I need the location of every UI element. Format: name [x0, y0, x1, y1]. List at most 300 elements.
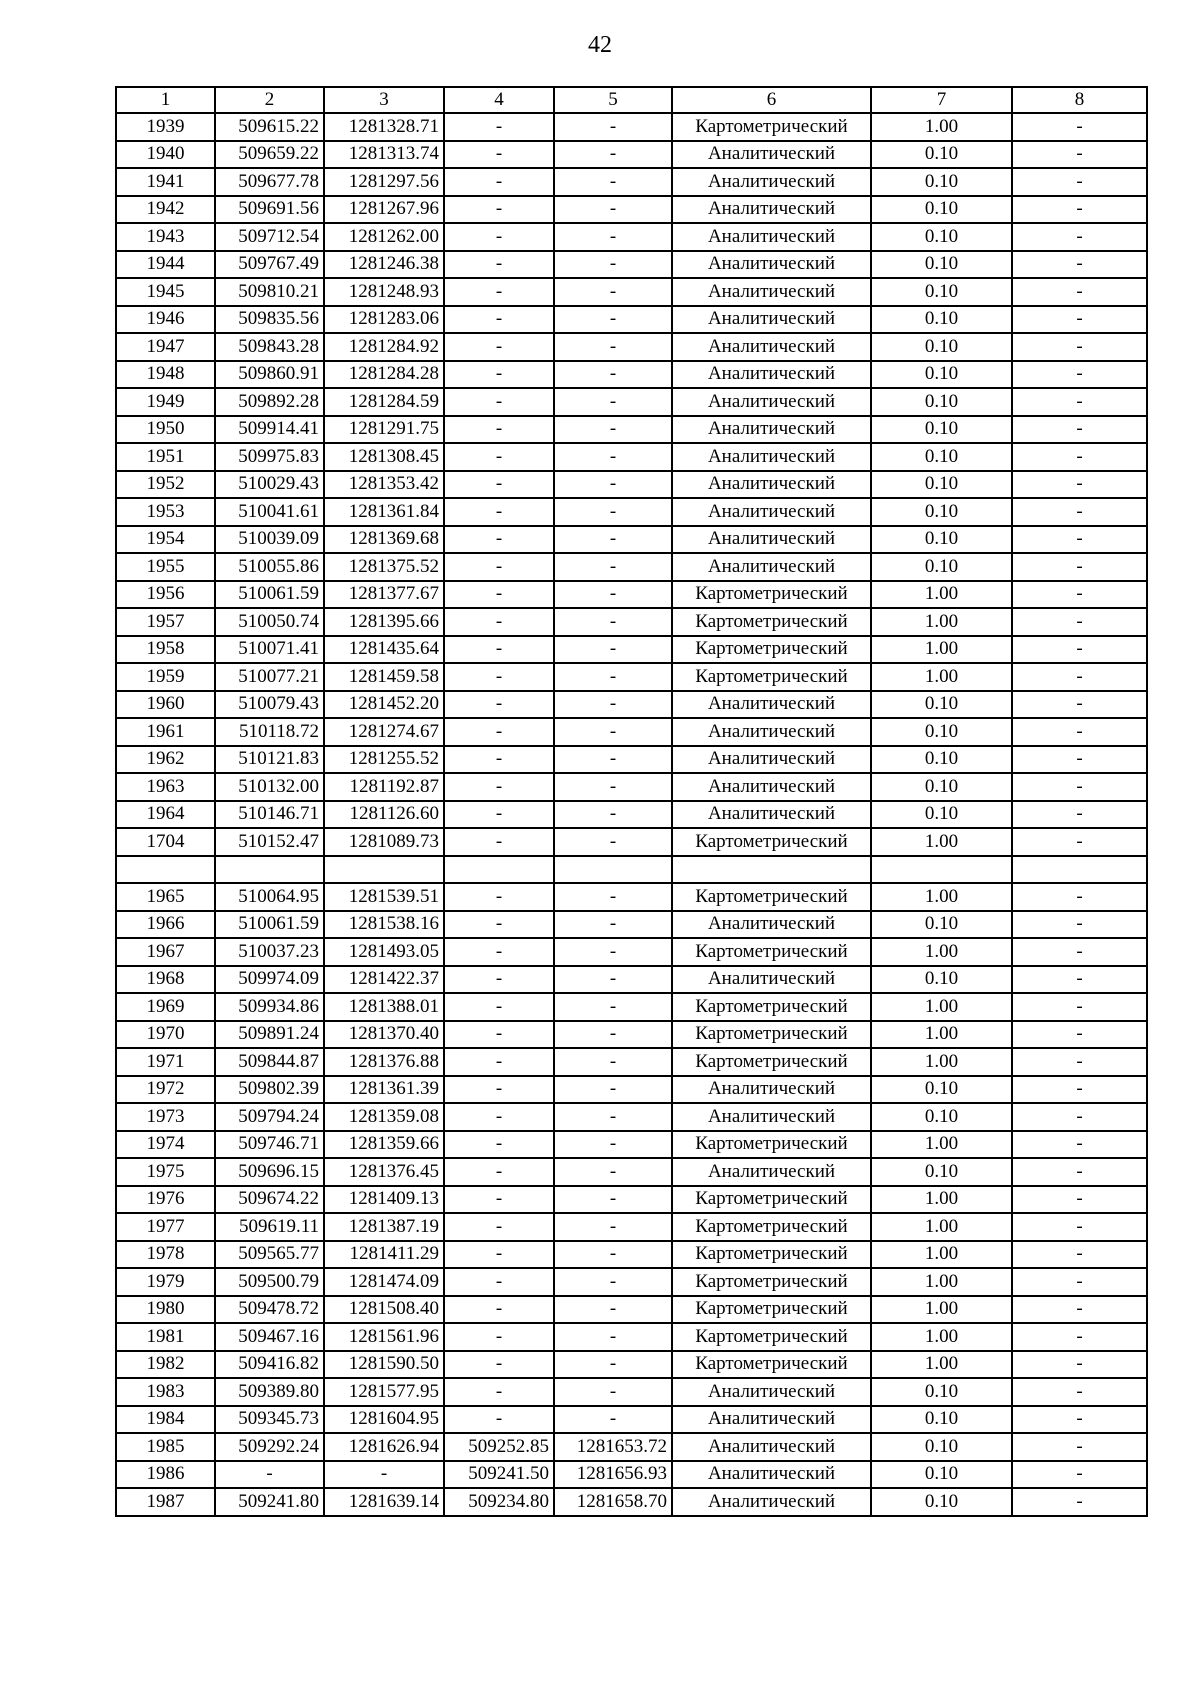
point-number-cell: 1979 — [116, 1268, 215, 1296]
x-new-cell: - — [444, 1268, 554, 1296]
y-new-cell: - — [554, 278, 672, 306]
table-row — [116, 1213, 1147, 1241]
y-new-cell: - — [554, 1158, 672, 1186]
table-row — [116, 251, 1147, 279]
x-new-cell: - — [444, 1021, 554, 1049]
y-new-cell: - — [554, 1268, 672, 1296]
note-cell: - — [1012, 526, 1147, 554]
point-number-cell: 1971 — [116, 1048, 215, 1076]
table-row — [116, 993, 1147, 1021]
table-row — [116, 223, 1147, 251]
x-new-cell: - — [444, 333, 554, 361]
x-coordinate-cell: 509835.56 — [215, 306, 324, 334]
table-row — [116, 333, 1147, 361]
y-new-cell: - — [554, 773, 672, 801]
accuracy-cell: 0.10 — [871, 361, 1012, 389]
note-cell: - — [1012, 498, 1147, 526]
y-new-cell: - — [554, 746, 672, 774]
table-row — [116, 416, 1147, 444]
accuracy-cell: 1.00 — [871, 663, 1012, 691]
point-number-cell: 1954 — [116, 526, 215, 554]
x-coordinate-cell: 509844.87 — [215, 1048, 324, 1076]
accuracy-cell: 1.00 — [871, 113, 1012, 141]
accuracy-cell: 0.10 — [871, 1406, 1012, 1434]
y-new-cell: - — [554, 333, 672, 361]
table-row — [116, 526, 1147, 554]
x-new-cell: - — [444, 938, 554, 966]
x-coordinate-cell: 509467.16 — [215, 1323, 324, 1351]
x-coordinate-cell: 509767.49 — [215, 251, 324, 279]
x-coordinate-cell: 510029.43 — [215, 471, 324, 499]
x-new-cell: 509252.85 — [444, 1433, 554, 1461]
y-new-cell: - — [554, 306, 672, 334]
accuracy-cell: 1.00 — [871, 993, 1012, 1021]
y-coordinate-cell: 1281283.06 — [324, 306, 444, 334]
method-cell: Картометрический — [672, 1213, 871, 1241]
y-coordinate-cell: 1281459.58 — [324, 663, 444, 691]
y-coordinate-cell: 1281255.52 — [324, 746, 444, 774]
y-new-cell: - — [554, 636, 672, 664]
x-new-cell: - — [444, 1158, 554, 1186]
x-coordinate-cell: 509292.24 — [215, 1433, 324, 1461]
point-number-cell: 1959 — [116, 663, 215, 691]
method-cell: Аналитический — [672, 168, 871, 196]
point-number-cell: 1968 — [116, 966, 215, 994]
method-cell: Картометрический — [672, 608, 871, 636]
x-coordinate-cell: 510041.61 — [215, 498, 324, 526]
point-number-cell: 1977 — [116, 1213, 215, 1241]
method-cell: Картометрический — [672, 113, 871, 141]
point-number-cell: 1985 — [116, 1433, 215, 1461]
table-row — [116, 773, 1147, 801]
x-new-cell: - — [444, 608, 554, 636]
note-cell: - — [1012, 1131, 1147, 1159]
method-cell: Аналитический — [672, 746, 871, 774]
note-cell: - — [1012, 938, 1147, 966]
page-number: 42 — [588, 32, 612, 58]
accuracy-cell: 1.00 — [871, 883, 1012, 911]
accuracy-cell: 0.10 — [871, 1488, 1012, 1516]
x-coordinate-cell: 509892.28 — [215, 388, 324, 416]
y-new-cell: 1281656.93 — [554, 1461, 672, 1489]
table-row — [116, 883, 1147, 911]
method-cell: Аналитический — [672, 1406, 871, 1434]
y-coordinate-cell: 1281313.74 — [324, 141, 444, 169]
y-coordinate-cell: 1281359.08 — [324, 1103, 444, 1131]
table-row — [116, 1461, 1147, 1489]
x-coordinate-cell: 510118.72 — [215, 718, 324, 746]
accuracy-cell: 0.10 — [871, 911, 1012, 939]
header-cell-7: 7 — [871, 87, 1012, 113]
y-new-cell: - — [554, 361, 672, 389]
note-cell: - — [1012, 278, 1147, 306]
note-cell: - — [1012, 1213, 1147, 1241]
method-cell: Аналитический — [672, 1158, 871, 1186]
x-new-cell: - — [444, 416, 554, 444]
method-cell: Аналитический — [672, 1076, 871, 1104]
x-coordinate-cell: 509565.77 — [215, 1241, 324, 1269]
y-new-cell: - — [554, 1378, 672, 1406]
point-number-cell: 1986 — [116, 1461, 215, 1489]
x-new-cell: - — [444, 663, 554, 691]
table-row — [116, 141, 1147, 169]
y-coordinate-cell: 1281369.68 — [324, 526, 444, 554]
method-cell: Аналитический — [672, 1433, 871, 1461]
point-number-cell: 1975 — [116, 1158, 215, 1186]
note-cell: - — [1012, 553, 1147, 581]
y-new-cell: - — [554, 526, 672, 554]
y-new-cell: - — [554, 1351, 672, 1379]
table-row — [116, 361, 1147, 389]
header-cell-8: 8 — [1012, 87, 1147, 113]
y-coordinate-cell: 1281376.88 — [324, 1048, 444, 1076]
x-new-cell: - — [444, 141, 554, 169]
point-number-cell: 1961 — [116, 718, 215, 746]
x-coordinate-cell: 509500.79 — [215, 1268, 324, 1296]
x-coordinate-cell: 509691.56 — [215, 196, 324, 224]
y-coordinate-cell: 1281411.29 — [324, 1241, 444, 1269]
x-coordinate-cell: 509241.80 — [215, 1488, 324, 1516]
accuracy-cell: 1.00 — [871, 1213, 1012, 1241]
y-coordinate-cell: 1281284.92 — [324, 333, 444, 361]
y-coordinate-cell: 1281626.94 — [324, 1433, 444, 1461]
table-row — [116, 113, 1147, 141]
note-cell: - — [1012, 141, 1147, 169]
point-number-cell: 1951 — [116, 443, 215, 471]
note-cell: - — [1012, 1351, 1147, 1379]
x-new-cell: - — [444, 966, 554, 994]
header-cell-4: 4 — [444, 87, 554, 113]
point-number-cell: 1987 — [116, 1488, 215, 1516]
note-cell: - — [1012, 718, 1147, 746]
note-cell: - — [1012, 471, 1147, 499]
point-number-cell: 1984 — [116, 1406, 215, 1434]
y-coordinate-cell: 1281284.59 — [324, 388, 444, 416]
accuracy-cell: 0.10 — [871, 1461, 1012, 1489]
y-coordinate-cell: 1281308.45 — [324, 443, 444, 471]
note-cell: - — [1012, 1186, 1147, 1214]
y-coordinate-cell: 1281409.13 — [324, 1186, 444, 1214]
y-coordinate-cell: - — [324, 1461, 444, 1489]
note-cell: - — [1012, 1103, 1147, 1131]
point-number-cell: 1946 — [116, 306, 215, 334]
point-number-cell: 1966 — [116, 911, 215, 939]
method-cell: Картометрический — [672, 1186, 871, 1214]
y-coordinate-cell: 1281604.95 — [324, 1406, 444, 1434]
x-coordinate-cell: - — [215, 1461, 324, 1489]
x-new-cell: - — [444, 1406, 554, 1434]
method-cell: Аналитический — [672, 911, 871, 939]
method-cell: Аналитический — [672, 223, 871, 251]
note-cell: - — [1012, 1268, 1147, 1296]
y-coordinate-cell: 1281361.39 — [324, 1076, 444, 1104]
point-number-cell: 1942 — [116, 196, 215, 224]
x-coordinate-cell — [215, 856, 324, 884]
y-coordinate-cell: 1281577.95 — [324, 1378, 444, 1406]
point-number-cell: 1947 — [116, 333, 215, 361]
y-new-cell: - — [554, 443, 672, 471]
table-row — [116, 1076, 1147, 1104]
y-coordinate-cell: 1281590.50 — [324, 1351, 444, 1379]
y-new-cell: - — [554, 1323, 672, 1351]
y-new-cell: - — [554, 608, 672, 636]
y-coordinate-cell: 1281435.64 — [324, 636, 444, 664]
point-number-cell: 1969 — [116, 993, 215, 1021]
y-coordinate-cell: 1281089.73 — [324, 828, 444, 856]
y-coordinate-cell: 1281328.71 — [324, 113, 444, 141]
accuracy-cell: 1.00 — [871, 1296, 1012, 1324]
point-number-cell: 1939 — [116, 113, 215, 141]
x-coordinate-cell: 509975.83 — [215, 443, 324, 471]
x-coordinate-cell: 510050.74 — [215, 608, 324, 636]
x-new-cell: - — [444, 306, 554, 334]
x-new-cell: - — [444, 498, 554, 526]
coordinates-table — [115, 86, 1148, 1517]
table-row — [116, 691, 1147, 719]
method-cell: Аналитический — [672, 498, 871, 526]
method-cell: Аналитический — [672, 966, 871, 994]
y-new-cell: - — [554, 388, 672, 416]
method-cell: Картометрический — [672, 1241, 871, 1269]
table-row — [116, 1186, 1147, 1214]
note-cell: - — [1012, 636, 1147, 664]
table-row — [116, 1158, 1147, 1186]
y-new-cell: - — [554, 883, 672, 911]
note-cell: - — [1012, 251, 1147, 279]
method-cell: Аналитический — [672, 333, 871, 361]
y-new-cell: - — [554, 553, 672, 581]
x-new-cell: - — [444, 1296, 554, 1324]
y-coordinate-cell: 1281353.42 — [324, 471, 444, 499]
x-coordinate-cell: 509914.41 — [215, 416, 324, 444]
method-cell: Картометрический — [672, 938, 871, 966]
note-cell: - — [1012, 361, 1147, 389]
accuracy-cell: 0.10 — [871, 306, 1012, 334]
point-number-cell: 1704 — [116, 828, 215, 856]
table-row — [116, 471, 1147, 499]
table-row — [116, 1433, 1147, 1461]
note-cell: - — [1012, 691, 1147, 719]
point-number-cell: 1958 — [116, 636, 215, 664]
note-cell — [1012, 856, 1147, 884]
table-row — [116, 1323, 1147, 1351]
x-coordinate-cell: 510061.59 — [215, 911, 324, 939]
x-new-cell: - — [444, 1131, 554, 1159]
accuracy-cell: 1.00 — [871, 1186, 1012, 1214]
y-new-cell: - — [554, 828, 672, 856]
y-new-cell: - — [554, 1296, 672, 1324]
y-new-cell: - — [554, 993, 672, 1021]
point-number-cell: 1980 — [116, 1296, 215, 1324]
accuracy-cell: 0.10 — [871, 278, 1012, 306]
y-coordinate-cell: 1281639.14 — [324, 1488, 444, 1516]
table-row — [116, 966, 1147, 994]
point-number-cell: 1944 — [116, 251, 215, 279]
method-cell: Аналитический — [672, 718, 871, 746]
point-number-cell: 1972 — [116, 1076, 215, 1104]
accuracy-cell: 1.00 — [871, 828, 1012, 856]
x-new-cell: - — [444, 746, 554, 774]
accuracy-cell: 0.10 — [871, 691, 1012, 719]
table-row — [116, 1241, 1147, 1269]
x-new-cell: - — [444, 801, 554, 829]
note-cell: - — [1012, 1406, 1147, 1434]
method-cell: Аналитический — [672, 1488, 871, 1516]
note-cell: - — [1012, 1488, 1147, 1516]
y-coordinate-cell: 1281274.67 — [324, 718, 444, 746]
point-number-cell: 1983 — [116, 1378, 215, 1406]
note-cell: - — [1012, 966, 1147, 994]
y-new-cell: - — [554, 966, 672, 994]
accuracy-cell: 1.00 — [871, 938, 1012, 966]
x-coordinate-cell: 510132.00 — [215, 773, 324, 801]
accuracy-cell: 0.10 — [871, 718, 1012, 746]
y-new-cell — [554, 856, 672, 884]
accuracy-cell: 0.10 — [871, 223, 1012, 251]
accuracy-cell: 1.00 — [871, 581, 1012, 609]
x-coordinate-cell: 509891.24 — [215, 1021, 324, 1049]
accuracy-cell: 1.00 — [871, 1351, 1012, 1379]
y-new-cell: - — [554, 1213, 672, 1241]
y-coordinate-cell: 1281126.60 — [324, 801, 444, 829]
method-cell: Картометрический — [672, 1351, 871, 1379]
x-new-cell — [444, 856, 554, 884]
note-cell: - — [1012, 801, 1147, 829]
x-new-cell: - — [444, 993, 554, 1021]
y-coordinate-cell: 1281508.40 — [324, 1296, 444, 1324]
table-row — [116, 278, 1147, 306]
accuracy-cell — [871, 856, 1012, 884]
accuracy-cell: 0.10 — [871, 141, 1012, 169]
accuracy-cell: 0.10 — [871, 773, 1012, 801]
table-row — [116, 1296, 1147, 1324]
y-coordinate-cell: 1281452.20 — [324, 691, 444, 719]
header-cell-3: 3 — [324, 87, 444, 113]
y-coordinate-cell: 1281284.28 — [324, 361, 444, 389]
note-cell: - — [1012, 911, 1147, 939]
table-row — [116, 801, 1147, 829]
x-coordinate-cell: 509934.86 — [215, 993, 324, 1021]
method-cell — [672, 856, 871, 884]
note-cell: - — [1012, 443, 1147, 471]
point-number-cell: 1964 — [116, 801, 215, 829]
x-coordinate-cell: 510061.59 — [215, 581, 324, 609]
table-row — [116, 1488, 1147, 1516]
x-new-cell: 509241.50 — [444, 1461, 554, 1489]
accuracy-cell: 0.10 — [871, 1158, 1012, 1186]
x-coordinate-cell: 509802.39 — [215, 1076, 324, 1104]
note-cell: - — [1012, 196, 1147, 224]
note-cell: - — [1012, 388, 1147, 416]
accuracy-cell: 0.10 — [871, 333, 1012, 361]
accuracy-cell: 0.10 — [871, 966, 1012, 994]
y-coordinate-cell: 1281474.09 — [324, 1268, 444, 1296]
point-number-cell: 1953 — [116, 498, 215, 526]
point-number-cell: 1950 — [116, 416, 215, 444]
method-cell: Картометрический — [672, 663, 871, 691]
y-new-cell: - — [554, 251, 672, 279]
accuracy-cell: 1.00 — [871, 1021, 1012, 1049]
x-coordinate-cell: 510146.71 — [215, 801, 324, 829]
x-coordinate-cell: 510121.83 — [215, 746, 324, 774]
point-number-cell: 1941 — [116, 168, 215, 196]
x-coordinate-cell: 510152.47 — [215, 828, 324, 856]
x-coordinate-cell: 509345.73 — [215, 1406, 324, 1434]
y-coordinate-cell: 1281388.01 — [324, 993, 444, 1021]
x-new-cell: - — [444, 773, 554, 801]
table-header — [116, 87, 1147, 113]
table-row — [116, 1378, 1147, 1406]
accuracy-cell: 0.10 — [871, 1076, 1012, 1104]
point-number-cell: 1974 — [116, 1131, 215, 1159]
x-coordinate-cell: 509619.11 — [215, 1213, 324, 1241]
table-row — [116, 718, 1147, 746]
x-new-cell: - — [444, 361, 554, 389]
accuracy-cell: 1.00 — [871, 1323, 1012, 1351]
method-cell: Аналитический — [672, 1461, 871, 1489]
method-cell: Картометрический — [672, 581, 871, 609]
table-row — [116, 443, 1147, 471]
x-coordinate-cell: 509794.24 — [215, 1103, 324, 1131]
x-coordinate-cell: 510055.86 — [215, 553, 324, 581]
x-coordinate-cell: 509416.82 — [215, 1351, 324, 1379]
note-cell: - — [1012, 168, 1147, 196]
accuracy-cell: 0.10 — [871, 746, 1012, 774]
x-coordinate-cell: 509615.22 — [215, 113, 324, 141]
x-coordinate-cell: 510079.43 — [215, 691, 324, 719]
header-cell-1: 1 — [116, 87, 215, 113]
y-coordinate-cell — [324, 856, 444, 884]
accuracy-cell: 1.00 — [871, 636, 1012, 664]
header-cell-5: 5 — [554, 87, 672, 113]
point-number-cell: 1945 — [116, 278, 215, 306]
y-new-cell: - — [554, 691, 672, 719]
method-cell: Аналитический — [672, 1378, 871, 1406]
note-cell: - — [1012, 581, 1147, 609]
method-cell: Картометрический — [672, 1268, 871, 1296]
table-row — [116, 938, 1147, 966]
x-coordinate-cell: 509860.91 — [215, 361, 324, 389]
table-row — [116, 196, 1147, 224]
table-body — [116, 113, 1147, 1516]
note-cell: - — [1012, 1296, 1147, 1324]
point-number-cell: 1978 — [116, 1241, 215, 1269]
x-new-cell: - — [444, 196, 554, 224]
note-cell: - — [1012, 1076, 1147, 1104]
y-new-cell: - — [554, 1021, 672, 1049]
table-row — [116, 828, 1147, 856]
x-new-cell: - — [444, 553, 554, 581]
accuracy-cell: 1.00 — [871, 608, 1012, 636]
x-new-cell: - — [444, 1241, 554, 1269]
table-row — [116, 636, 1147, 664]
point-number-cell: 1949 — [116, 388, 215, 416]
accuracy-cell: 0.10 — [871, 553, 1012, 581]
y-new-cell: - — [554, 1076, 672, 1104]
method-cell: Картометрический — [672, 1048, 871, 1076]
accuracy-cell: 1.00 — [871, 1268, 1012, 1296]
accuracy-cell: 0.10 — [871, 471, 1012, 499]
header-cell-2: 2 — [215, 87, 324, 113]
method-cell: Аналитический — [672, 388, 871, 416]
y-new-cell: - — [554, 1048, 672, 1076]
method-cell: Аналитический — [672, 361, 871, 389]
x-coordinate-cell: 510037.23 — [215, 938, 324, 966]
x-new-cell: - — [444, 388, 554, 416]
table-row — [116, 1268, 1147, 1296]
y-new-cell: - — [554, 718, 672, 746]
note-cell: - — [1012, 1021, 1147, 1049]
